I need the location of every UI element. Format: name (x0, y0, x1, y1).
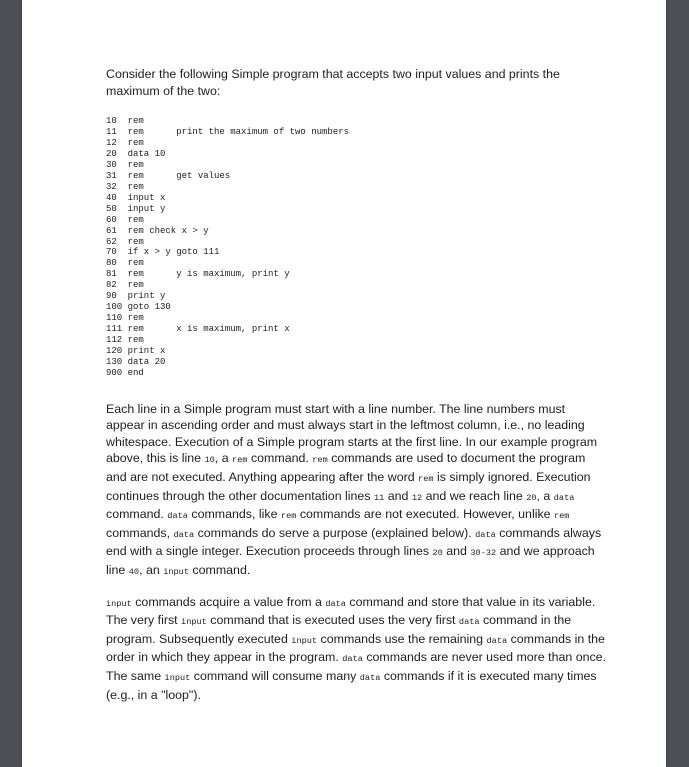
inline-code: 11 (373, 492, 385, 503)
text-run: commands are used to document the program and are not executed. Anything appearing after the word (106, 451, 586, 485)
code-line: 120 print x (106, 345, 166, 356)
text-run: commands in the order in which they appear in the program. (106, 631, 605, 665)
inline-code: rem (553, 511, 570, 522)
inline-code: input (181, 617, 207, 628)
body-paragraph-1 (106, 401, 606, 581)
text-run: commands are never used more than once. The same (106, 650, 607, 683)
viewer-scrollbar-track[interactable] (666, 0, 689, 767)
text-run: command that is executed uses the very first (206, 613, 459, 628)
text-run: Each line in a Simple program must start with a line number. The line numbers must appear in ascending order and must always start in the leftmost column, i.e., no leading whitespace. Execution of a Simple program starts at the first line. In our example program above, this is line (106, 401, 598, 466)
inline-code: 10 (204, 455, 215, 466)
inline-code: data (167, 511, 188, 522)
inline-code: rem (232, 455, 248, 466)
inline-code: data (359, 673, 381, 683)
text-run: command. (188, 563, 251, 578)
text-run: and (442, 544, 471, 559)
inline-code: data (486, 635, 508, 646)
code-line: 100 goto 130 (106, 302, 171, 313)
text-run: commands use the remaining (317, 631, 487, 646)
inline-code: data (342, 654, 363, 665)
text-run: command will consume many (190, 669, 360, 683)
inline-code: rem (280, 511, 297, 522)
inline-code: data (553, 492, 575, 503)
text-run: command. (106, 507, 168, 522)
inline-code: input (163, 567, 189, 578)
text-run: command. (247, 451, 313, 466)
inline-code: data (475, 529, 496, 540)
text-run: command in the program. Subsequently executed (106, 613, 572, 646)
code-line: 12 rem (106, 138, 144, 149)
code-line: 60 rem (106, 214, 144, 225)
code-line: 40 input x (106, 192, 166, 203)
code-line: 80 rem (106, 258, 144, 269)
text-run: and (384, 488, 412, 503)
code-line: 112 rem (106, 334, 144, 345)
inline-code: input (164, 673, 191, 683)
code-line: 111 rem x is maximum, print x (106, 324, 290, 334)
page-content (106, 66, 606, 703)
body-paragraph-2 (106, 594, 606, 704)
text-run: and we approach line (106, 544, 595, 578)
code-line: 30 rem (106, 159, 144, 170)
inline-code: input (291, 635, 318, 646)
text-run: and we reach line (422, 488, 527, 503)
code-line: 130 data 20 (106, 356, 166, 367)
code-line: 20 data 10 (106, 149, 166, 159)
inline-code: rem (312, 455, 328, 466)
text-run: is simply ignored. Execution continues through the other documentation lines (106, 470, 591, 503)
code-line: 70 if x > y goto 111 (106, 247, 220, 258)
text-run: commands are not executed. However, unlike (296, 507, 554, 522)
viewer-background-left (0, 0, 22, 767)
inline-code: data (458, 617, 480, 628)
code-line: 62 rem (106, 236, 144, 247)
text-run: , an (139, 563, 164, 578)
inline-code: 12 (411, 492, 423, 503)
text-run: commands, like (187, 507, 281, 522)
code-line: 10 rem (106, 116, 144, 127)
inline-code: 40 (128, 567, 140, 578)
code-line: 81 rem y is maximum, print y (106, 269, 290, 280)
intro-paragraph: Consider the following Simple program that accepts two input values and prints the maximum of the two: (106, 67, 560, 98)
inline-code: data (325, 598, 346, 609)
inline-code: data (173, 529, 195, 540)
code-line: 900 end (106, 367, 144, 378)
inline-code: 30-32 (470, 548, 497, 559)
code-line: 90 print y (106, 291, 166, 302)
text-run: commands if it is executed many times (e.g., in a "loop"). (106, 669, 597, 702)
document-page (22, 0, 666, 767)
text-run: commands, (106, 525, 174, 540)
code-line: 110 rem (106, 313, 144, 324)
code-line: 61 rem check x > y (106, 225, 209, 236)
inline-code: 20 (432, 548, 443, 559)
code-line: 50 input y (106, 203, 166, 214)
code-line: 82 rem (106, 280, 144, 291)
text-run: command and store that value in its variable. The very first (106, 594, 596, 628)
code-line: 32 rem (106, 181, 144, 192)
text-run: commands do serve a purpose (explained below). (194, 525, 476, 540)
text-run: commands acquire a value from a (131, 594, 326, 609)
inline-code: 20 (526, 492, 537, 503)
code-line: 11 rem print the maximum of two numbers (106, 127, 350, 138)
inline-code: rem (418, 474, 434, 485)
text-run: , a (536, 488, 554, 503)
code-line: 31 rem get values (106, 170, 231, 181)
inline-code: input (106, 598, 132, 609)
text-run: commands always end with a single integer. Execution proceeds through lines (106, 525, 602, 559)
text-run: , a (214, 451, 233, 466)
code-listing (106, 116, 606, 379)
